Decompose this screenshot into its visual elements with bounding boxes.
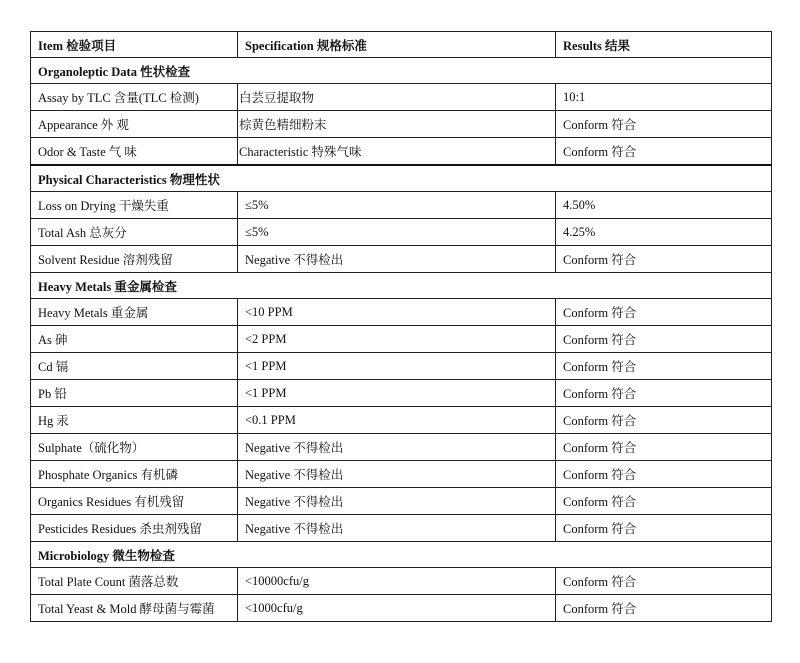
result-cell: Conform 符合 bbox=[556, 246, 772, 273]
result-cell: Conform 符合 bbox=[556, 138, 772, 166]
item-cell: Hg 汞 bbox=[31, 407, 238, 434]
result-cell: Conform 符合 bbox=[556, 461, 772, 488]
result-cell: Conform 符合 bbox=[556, 595, 772, 622]
table-row bbox=[31, 488, 772, 515]
item-cell: Odor & Taste 气 味 bbox=[31, 138, 238, 166]
table-row bbox=[31, 246, 772, 273]
item-cell: Solvent Residue 溶剂残留 bbox=[31, 246, 238, 273]
specification-cell: <1 PPM bbox=[238, 380, 556, 407]
specification-cell: 棕黄色精细粉末 bbox=[238, 111, 556, 138]
table-row bbox=[31, 515, 772, 542]
result-cell: Conform 符合 bbox=[556, 111, 772, 138]
table-row bbox=[31, 461, 772, 488]
table-row bbox=[31, 111, 772, 138]
table-row bbox=[31, 353, 772, 380]
item-cell: Sulphate（硫化物） bbox=[31, 434, 238, 461]
section-header-row bbox=[31, 273, 772, 299]
header-item: Item 检验项目 bbox=[31, 32, 238, 58]
specification-cell: Negative 不得检出 bbox=[238, 434, 556, 461]
result-cell: Conform 符合 bbox=[556, 515, 772, 542]
item-cell: Total Plate Count 菌落总数 bbox=[31, 568, 238, 595]
item-cell: Total Yeast & Mold 酵母菌与霉菌 bbox=[31, 595, 238, 622]
table-row bbox=[31, 326, 772, 353]
table-row bbox=[31, 299, 772, 326]
item-cell: Assay by TLC 含量(TLC 检测) bbox=[31, 84, 238, 111]
item-cell: Pb 铅 bbox=[31, 380, 238, 407]
section-title: Heavy Metals 重金属检查 bbox=[31, 273, 772, 299]
item-cell: Pesticides Residues 杀虫剂残留 bbox=[31, 515, 238, 542]
header-row bbox=[31, 32, 772, 58]
result-cell: Conform 符合 bbox=[556, 568, 772, 595]
specification-cell: ≤5% bbox=[238, 219, 556, 246]
result-cell: Conform 符合 bbox=[556, 299, 772, 326]
specification-cell: <1 PPM bbox=[238, 353, 556, 380]
table-row bbox=[31, 219, 772, 246]
table-row bbox=[31, 568, 772, 595]
specification-cell: Negative 不得检出 bbox=[238, 461, 556, 488]
table-row bbox=[31, 380, 772, 407]
item-cell: Appearance 外 观 bbox=[31, 111, 238, 138]
section-title: Physical Characteristics 物理性状 bbox=[31, 165, 772, 192]
specification-cell: 白芸豆提取物 bbox=[238, 84, 556, 111]
result-cell: Conform 符合 bbox=[556, 353, 772, 380]
specification-cell: Negative 不得检出 bbox=[238, 488, 556, 515]
section-title: Microbiology 微生物检查 bbox=[31, 542, 772, 568]
header-results: Results 结果 bbox=[556, 32, 772, 58]
item-cell: Loss on Drying 干燥失重 bbox=[31, 192, 238, 219]
specification-cell: ≤5% bbox=[238, 192, 556, 219]
specification-cell: <10 PPM bbox=[238, 299, 556, 326]
item-cell: As 砷 bbox=[31, 326, 238, 353]
specification-cell: <10000cfu/g bbox=[238, 568, 556, 595]
result-cell: Conform 符合 bbox=[556, 380, 772, 407]
result-cell: 4.50% bbox=[556, 192, 772, 219]
table-row bbox=[31, 595, 772, 622]
specification-sheet bbox=[30, 31, 771, 622]
result-cell: Conform 符合 bbox=[556, 434, 772, 461]
result-cell: Conform 符合 bbox=[556, 488, 772, 515]
table-row bbox=[31, 192, 772, 219]
result-cell: Conform 符合 bbox=[556, 326, 772, 353]
table-row bbox=[31, 138, 772, 166]
specification-cell: Negative 不得检出 bbox=[238, 246, 556, 273]
item-cell: Organics Residues 有机残留 bbox=[31, 488, 238, 515]
header-specification: Specification 规格标准 bbox=[238, 32, 556, 58]
section-header-row bbox=[31, 58, 772, 84]
item-cell: Cd 镉 bbox=[31, 353, 238, 380]
table-row bbox=[31, 407, 772, 434]
result-cell: 10:1 bbox=[556, 84, 772, 111]
result-cell: Conform 符合 bbox=[556, 407, 772, 434]
table-row bbox=[31, 84, 772, 111]
item-cell: Total Ash 总灰分 bbox=[31, 219, 238, 246]
specification-cell: Negative 不得检出 bbox=[238, 515, 556, 542]
table-row bbox=[31, 434, 772, 461]
section-header-row bbox=[31, 165, 772, 192]
specification-cell: <2 PPM bbox=[238, 326, 556, 353]
item-cell: Heavy Metals 重金属 bbox=[31, 299, 238, 326]
result-cell: 4.25% bbox=[556, 219, 772, 246]
section-title: Organoleptic Data 性状检查 bbox=[31, 58, 772, 84]
item-cell: Phosphate Organics 有机磷 bbox=[31, 461, 238, 488]
spec-table bbox=[30, 31, 772, 622]
specification-cell: Characteristic 特殊气味 bbox=[238, 138, 556, 166]
section-header-row bbox=[31, 542, 772, 568]
specification-cell: <0.1 PPM bbox=[238, 407, 556, 434]
specification-cell: <1000cfu/g bbox=[238, 595, 556, 622]
